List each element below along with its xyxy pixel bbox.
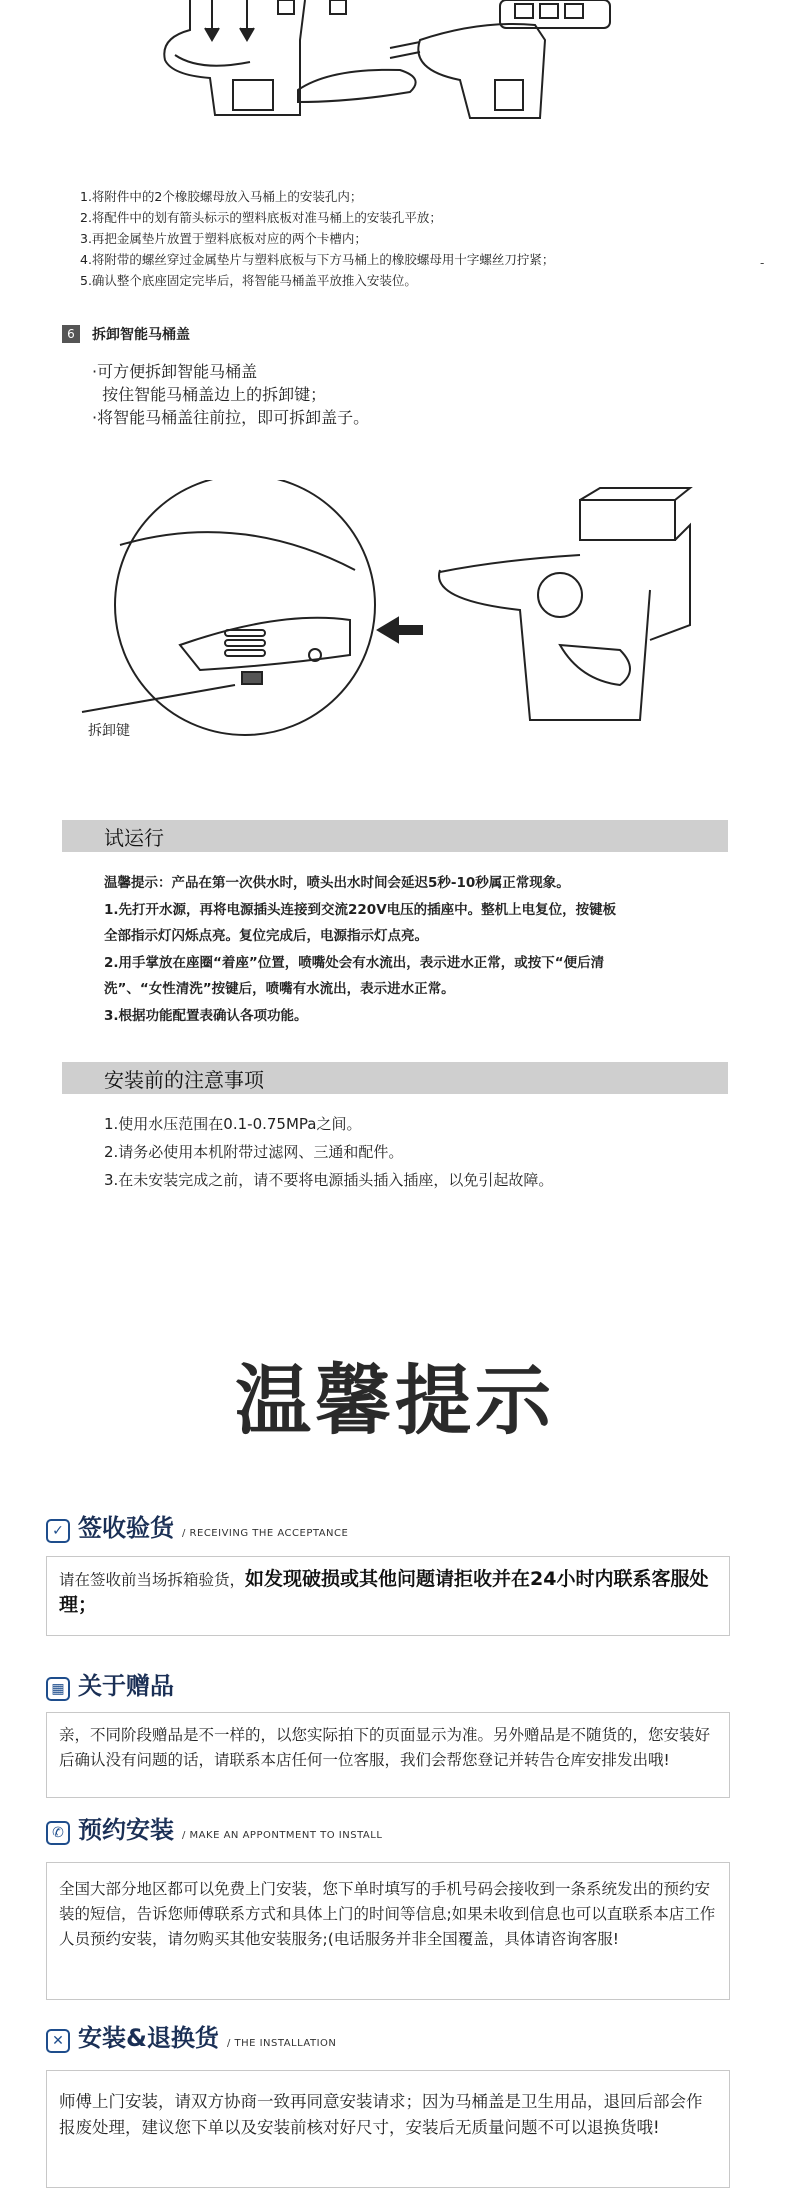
install-step: 2.将配件中的划有箭头标示的塑料底板对准马桶上的安装孔平放；	[80, 210, 442, 225]
detach-instructions	[92, 360, 369, 429]
appointment-text: 全国大部分地区都可以免费上门安装，您下单时填写的手机号码会接收到一条系统发出的预约安装的短信，告诉您师傅联系方式和具体上门的时间等信息;如果未收到信息也可以直联系本店工作人员预约安装，请勿购买其他安装服务;(电话服务并非全国覆盖，具体请咨询客服!	[59, 1880, 716, 1948]
section-number: 6	[62, 325, 80, 343]
section-6-header	[62, 324, 190, 344]
install-return-header	[46, 2018, 336, 2053]
trial-line: 全部指示灯闪烁点亮。复位完成后，电源指示灯点亮。	[104, 928, 428, 944]
appointment-box	[46, 1862, 730, 2000]
detach-line: ·可方便拆卸智能马桶盖	[92, 362, 258, 381]
appointment-title: 预约安装	[78, 1816, 174, 1844]
receiving-subtitle: / RECEIVING THE ACCEPTANCE	[182, 1528, 349, 1539]
detach-button-label: 拆卸键	[88, 723, 130, 739]
appointment-subtitle: / MAKE AN APPONTMENT TO INSTALL	[182, 1830, 383, 1841]
phone-icon: ✆	[46, 1821, 70, 1845]
trial-run-header	[62, 820, 728, 852]
warm-tips-title: 温馨提示	[235, 1356, 555, 1445]
appointment-header	[46, 1810, 382, 1845]
trial-run-title: 试运行	[104, 825, 164, 850]
stray-dash: -	[760, 256, 765, 270]
note-line: 1.使用水压范围在0.1-0.75MPa之间。	[104, 1115, 362, 1133]
gift-text: 亲，不同阶段赠品是不一样的，以您实际拍下的页面显示为准。另外赠品是不随货的，您安装好后确认没有问题的话，请联系本店任何一位客服，我们会帮您登记并转告仓库安排发出哦!	[59, 1726, 711, 1769]
receiving-emphasis: 如发现破损或其他问题请拒收并在24小时内联系客服处理；	[59, 1568, 709, 1616]
install-step: 1.将附件中的2个橡胶螺母放入马桶上的安装孔内；	[80, 189, 363, 204]
receiving-title: 签收验货	[78, 1514, 174, 1542]
note-line: 3.在未安装完成之前，请不要将电源插头插入插座，以免引起故障。	[104, 1171, 554, 1189]
detach-line: 按住智能马桶盖边上的拆卸键；	[92, 385, 327, 404]
detach-line: ·将智能马桶盖往前拉，即可拆卸盖子。	[92, 408, 370, 427]
receiving-box	[46, 1556, 730, 1636]
gift-title: 关于赠品	[78, 1672, 174, 1700]
note-line: 2.请务必使用本机附带过滤网、三通和配件。	[104, 1143, 404, 1161]
receiving-header	[46, 1508, 348, 1543]
install-step: 5.确认整个底座固定完毕后，将智能马桶盖平放推入安装位。	[80, 273, 417, 288]
trial-line: 3.根据功能配置表确认各项功能。	[104, 1007, 308, 1024]
receiving-text: 请在签收前当场拆箱验货，	[59, 1571, 246, 1589]
install-return-title: 安装&退换货	[78, 2024, 219, 2052]
package-check-icon: ✓	[46, 1519, 70, 1543]
install-return-text: 师傅上门安装，请双方协商一致再同意安装请求；因为马桶盖是卫生用品，退回后部会作报废处理，建议您下单以及安装前核对好尺寸，安装后无质量问题不可以退换货哦!	[59, 2092, 703, 2137]
install-step: 4.将附带的螺丝穿过金属垫片与塑料底板与下方马桶上的橡胶螺母用十字螺丝刀拧紧；	[80, 252, 555, 267]
installation-illustration	[0, 0, 790, 180]
trial-line: 洗”、“女性清洗”按键后，喷嘴有水流出，表示进水正常。	[104, 981, 455, 997]
gift-header	[46, 1666, 174, 1701]
notes-list	[104, 1110, 553, 1194]
trial-line: 温馨提示：产品在第一次供水时，喷头出水时间会延迟5秒-10秒属正常现象。	[104, 875, 570, 891]
install-steps-list	[80, 186, 554, 291]
install-step: 3.再把金属垫片放置于塑料底板对应的两个卡槽内；	[80, 231, 367, 246]
section-title: 拆卸智能马桶盖	[92, 327, 190, 343]
trial-run-text	[104, 870, 616, 1029]
notes-title: 安装前的注意事项	[104, 1067, 264, 1092]
trial-line: 2.用手掌放在座圈“着座”位置，喷嘴处会有水流出，表示进水正常，或按下“便后清	[104, 954, 605, 971]
trial-line: 1.先打开水源，再将电源插头连接到交流220V电压的插座中。整机上电复位，按键板	[104, 901, 617, 918]
notes-header	[62, 1062, 728, 1094]
gift-icon: ▦	[46, 1677, 70, 1701]
install-return-box	[46, 2070, 730, 2188]
tools-icon: ✕	[46, 2029, 70, 2053]
install-return-subtitle: / THE INSTALLATION	[226, 2038, 337, 2049]
gift-box	[46, 1712, 730, 1798]
